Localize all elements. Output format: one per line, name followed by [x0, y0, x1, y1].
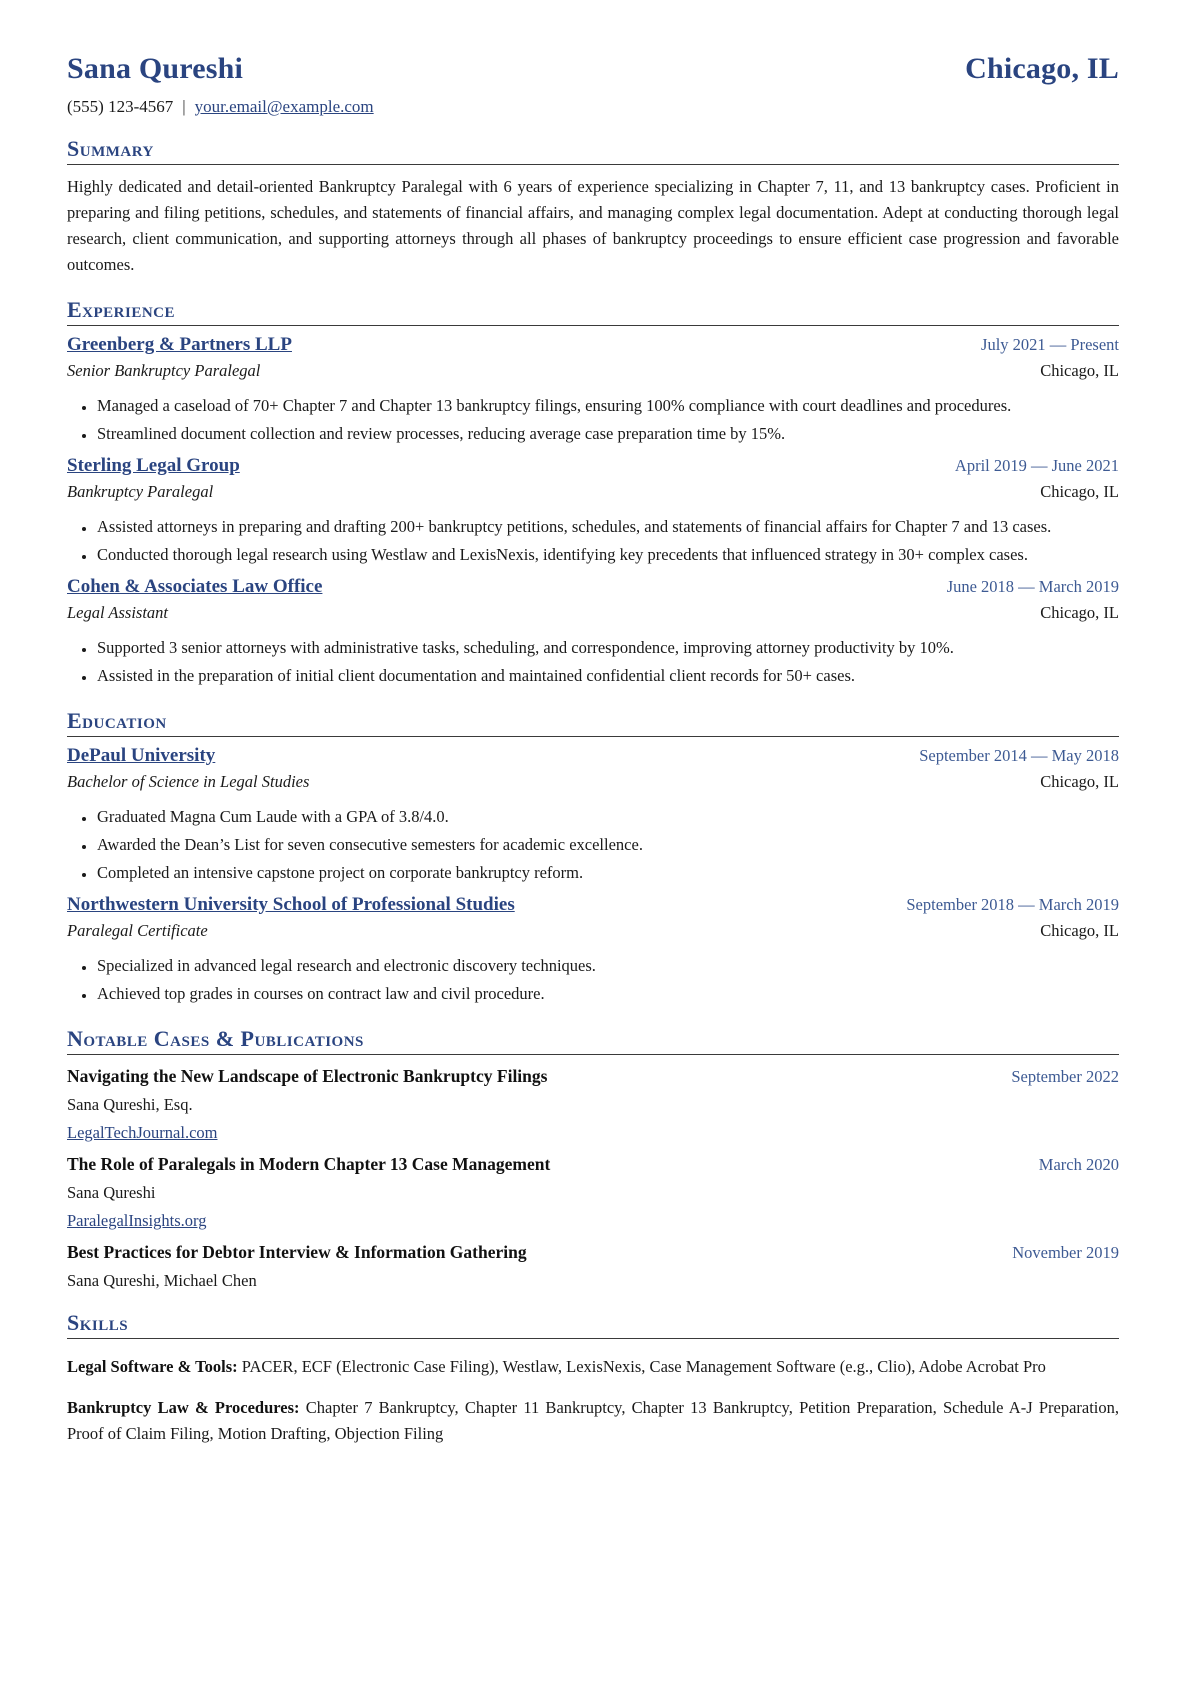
publication-title: Navigating the New Landscape of Electronic Bankruptcy Filings: [67, 1066, 548, 1086]
bullet-item: • Completed an intensive capstone project on corporate bankruptcy reform.: [96, 860, 1119, 886]
bullet-item: • Streamlined document collection and review processes, reducing average case preparation time by 15%.: [96, 421, 1119, 447]
school-link[interactable]: Northwestern University School of Professional Studies: [67, 894, 515, 915]
bullet-list: [67, 635, 1119, 689]
person-name: Sana Qureshi: [67, 52, 244, 85]
publications-heading: Notable Cases & Publications: [67, 1026, 1119, 1055]
header-location: Chicago, IL: [965, 52, 1119, 85]
company-link[interactable]: Cohen & Associates Law Office: [67, 576, 323, 597]
name-row: [67, 52, 1119, 86]
bullet-list: [67, 953, 1119, 1007]
entry-subheader-row: [67, 482, 1119, 502]
entry-header-row: [67, 455, 1119, 477]
skill-group-label: Bankruptcy Law & Procedures:: [67, 1398, 300, 1417]
publication-entry: [67, 1154, 1119, 1231]
education-heading: Education: [67, 708, 1119, 737]
phone-number: (555) 123-4567: [67, 97, 174, 116]
contact-row: [67, 97, 1119, 117]
experience-entry: [67, 334, 1119, 447]
skill-group: [67, 1395, 1119, 1447]
entry-subheader-row: [67, 772, 1119, 792]
entry-location: Chicago, IL: [1040, 921, 1119, 940]
publication-header-row: [67, 1154, 1119, 1175]
summary-text: Highly dedicated and detail-oriented Bankruptcy Paralegal with 6 years of experience specializing in Chapter 7, 11, and 13 bankruptcy cases. Proficient in preparing and filing petitions, schedules, and statements of financial affairs, and managing complex legal documentation. Adept at conducting thorough legal research, client communication, and supporting attorneys through all phases of bankruptcy proceedings to ensure efficient case progression and favorable outcomes.: [67, 177, 1119, 274]
company-link[interactable]: Sterling Legal Group: [67, 455, 240, 476]
publication-entry: [67, 1066, 1119, 1143]
entry-header-row: [67, 894, 1119, 916]
bullet-item: • Achieved top grades in courses on contract law and civil procedure.: [96, 981, 1119, 1007]
publication-entry: [67, 1242, 1119, 1291]
publication-link[interactable]: LegalTechJournal.com: [67, 1123, 218, 1142]
bullet-item: • Assisted attorneys in preparing and drafting 200+ bankruptcy petitions, schedules, and statements of financial affairs for Chapter 7 and 13 cases.: [96, 514, 1119, 540]
entry-dates: July 2021 — Present: [981, 335, 1119, 354]
skill-group-label: Legal Software & Tools:: [67, 1357, 238, 1376]
entry-location: Chicago, IL: [1040, 482, 1119, 501]
bullet-list: [67, 393, 1119, 447]
job-title: Bankruptcy Paralegal: [67, 482, 214, 501]
publication-date: March 2020: [1038, 1155, 1119, 1174]
contact-separator: |: [182, 97, 186, 116]
entry-dates: June 2018 — March 2019: [946, 577, 1119, 596]
publication-link[interactable]: ParalegalInsights.org: [67, 1211, 207, 1230]
resume-header: [67, 52, 1119, 117]
job-title: Legal Assistant: [67, 603, 169, 622]
bullet-item: • Assisted in the preparation of initial client documentation and maintained confidential client records for 50+ cases.: [96, 663, 1119, 689]
publication-authors: Sana Qureshi, Michael Chen: [67, 1271, 257, 1290]
entry-dates: September 2018 — March 2019: [906, 895, 1119, 914]
entry-subheader-row: [67, 921, 1119, 941]
publication-date: November 2019: [1012, 1243, 1119, 1262]
bullet-item: • Managed a caseload of 70+ Chapter 7 and Chapter 13 bankruptcy filings, ensuring 100% compliance with court deadlines and procedures.: [96, 393, 1119, 419]
publication-title: Best Practices for Debtor Interview & Information Gathering: [67, 1242, 527, 1262]
section-summary: [67, 136, 1119, 278]
entry-dates: September 2014 — May 2018: [919, 746, 1119, 765]
entry-subheader-row: [67, 361, 1119, 381]
entry-header-row: [67, 745, 1119, 767]
publication-title: The Role of Paralegals in Modern Chapter 13 Case Management: [67, 1154, 551, 1174]
bullet-item: • Graduated Magna Cum Laude with a GPA of 3.8/4.0.: [96, 804, 1119, 830]
section-publications: [67, 1026, 1119, 1291]
bullet-item: • Specialized in advanced legal research and electronic discovery techniques.: [96, 953, 1119, 979]
entry-location: Chicago, IL: [1040, 361, 1119, 380]
experience-heading: Experience: [67, 297, 1119, 326]
experience-entry: [67, 455, 1119, 568]
degree-title: Paralegal Certificate: [67, 921, 208, 940]
experience-entry: [67, 576, 1119, 689]
entry-location: Chicago, IL: [1040, 603, 1119, 622]
section-skills: [67, 1310, 1119, 1447]
bullet-item: • Supported 3 senior attorneys with administrative tasks, scheduling, and correspondence, improving attorney productivity by 10%.: [96, 635, 1119, 661]
section-experience: [67, 297, 1119, 689]
publication-header-row: [67, 1066, 1119, 1087]
entry-header-row: [67, 334, 1119, 356]
job-title: Senior Bankruptcy Paralegal: [67, 361, 261, 380]
education-entry: [67, 745, 1119, 886]
school-link[interactable]: DePaul University: [67, 745, 216, 766]
entry-location: Chicago, IL: [1040, 772, 1119, 791]
skill-group-text: PACER, ECF (Electronic Case Filing), Westlaw, LexisNexis, Case Management Software (e.g., Clio), Adobe Acrobat Pro: [241, 1357, 1046, 1376]
publication-header-row: [67, 1242, 1119, 1263]
section-education: [67, 708, 1119, 1007]
entry-subheader-row: [67, 603, 1119, 623]
publication-authors: Sana Qureshi, Esq.: [67, 1095, 193, 1114]
summary-heading: Summary: [67, 136, 1119, 165]
bullet-list: [67, 514, 1119, 568]
skill-group-text: Chapter 7 Bankruptcy, Chapter 11 Bankruptcy, Chapter 13 Bankruptcy, Petition Preparation, Schedule A-J Preparation, Proof of Claim Filing, Motion Drafting, Objection Filing: [67, 1398, 1120, 1443]
skill-group: [67, 1354, 1119, 1380]
bullet-list: [67, 804, 1119, 886]
entry-dates: April 2019 — June 2021: [954, 456, 1119, 475]
publication-authors: Sana Qureshi: [67, 1183, 156, 1202]
entry-header-row: [67, 576, 1119, 598]
education-entry: [67, 894, 1119, 1007]
skills-heading: Skills: [67, 1310, 1119, 1339]
company-link[interactable]: Greenberg & Partners LLP: [67, 334, 292, 355]
publication-date: September 2022: [1011, 1067, 1119, 1086]
email-link[interactable]: your.email@example.com: [194, 97, 374, 116]
bullet-item: • Conducted thorough legal research using Westlaw and LexisNexis, identifying key precedents that influenced strategy in 30+ complex cases.: [96, 542, 1119, 568]
degree-title: Bachelor of Science in Legal Studies: [67, 772, 310, 791]
bullet-item: • Awarded the Dean’s List for seven consecutive semesters for academic excellence.: [96, 832, 1119, 858]
